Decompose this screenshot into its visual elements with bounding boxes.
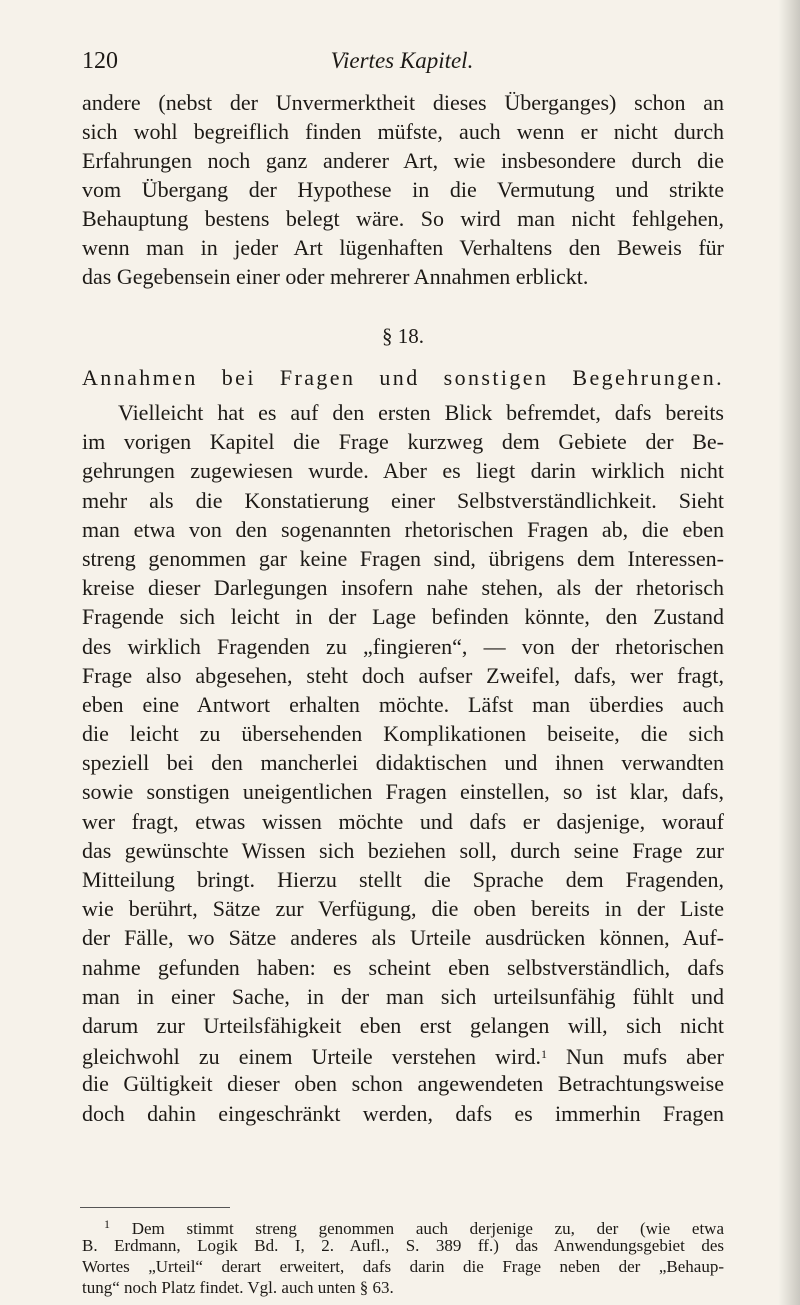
text-line: die Gültigkeit dieser oben schon angewendeten Betrachtungsweise [82, 1071, 724, 1097]
footnote-reference: 1 [540, 1047, 547, 1062]
text-line: wenn man in jeder Art lügenhaften Verhaltens den Beweis für [82, 235, 724, 260]
text-line: Fragende sich leicht in der Lage befinden könnte, den Zustand [82, 604, 724, 630]
footnote-line: B. Erdmann, Logik Bd. I, 2. Aufl., S. 389 ff.) das Anwendungsgebiet des [82, 1236, 724, 1255]
text-line: sowie sonstigen uneigentlichen Fragen einstellen, so ist klar, dafs, [82, 779, 724, 805]
footnote-divider [80, 1207, 230, 1208]
text-line: Behauptung bestens belegt wäre. So wird man nicht fehlgehen, [82, 206, 724, 231]
text-line: doch dahin eingeschränkt werden, dafs es immerhin Fragen [82, 1100, 724, 1126]
section-title: Annahmen bei Fragen und sonstigen Begehrungen. [82, 365, 724, 390]
text-line: das Gegebensein einer oder mehrerer Annahmen erblickt. [82, 264, 589, 289]
footnote-marker: 1 [104, 1217, 110, 1231]
text-line: mehr als die Konstatierung einer Selbstverständlichkeit. Sieht [82, 487, 724, 513]
text-line: sich wohl begreiflich finden müfste, auch wenn er nicht durch [82, 119, 724, 144]
footnote [82, 1214, 724, 1298]
paragraph-continued [82, 88, 724, 291]
text-line: man etwa von den sogenannten rhetorischen Fragen ab, die eben [82, 516, 724, 542]
footnote-line [82, 1214, 724, 1238]
text-line: man in einer Sache, in der man sich urteilsunfähig fühlt und [82, 983, 724, 1009]
text-line: eben eine Antwort erhalten möchte. Läfst man überdies auch [82, 691, 724, 717]
text-segment: Nun mufs aber [546, 1044, 724, 1070]
text-line: des wirklich Fragenden zu „fingieren“, — von der rhetorischen [82, 633, 724, 659]
text-line: wie berührt, Sätze zur Verfügung, die oben bereits in der Liste [82, 896, 724, 922]
text-line: speziell bei den mancherlei didaktischen und ihnen verwandten [82, 750, 724, 776]
text-line: Vielleicht hat es auf den ersten Blick befremdet, dafs bereits [118, 400, 724, 425]
text-line: Erfahrungen noch ganz anderer Art, wie insbesondere durch die [82, 148, 724, 173]
text-line: darum zur Urteilsfähigkeit eben erst gelangen will, sich nicht [82, 1012, 724, 1038]
text-segment: Dem stimmt streng genommen auch derjenige zu, der (wie etwa [131, 1219, 724, 1238]
text-line: im vorigen Kapitel die Frage kurzweg dem Gebiete der Be- [82, 429, 724, 455]
text-segment: gleichwohl zu einem Urteile verstehen wird. [82, 1044, 541, 1070]
paragraph-main [82, 398, 724, 1128]
text-line: andere (nebst der Unvermerktheit dieses Überganges) schon an [82, 90, 724, 115]
text-line: der Fälle, wo Sätze anderes als Urteile ausdrücken können, Auf- [82, 925, 724, 951]
section-number: § 18. [382, 324, 424, 348]
text-line: wer fragt, etwas wissen möchte und dafs er dasjenige, worauf [82, 808, 724, 834]
text-line: die leicht zu übersehenden Komplikationen beiseite, die sich [82, 721, 724, 747]
running-head: Viertes Kapitel. [330, 48, 474, 73]
page-number: 120 [82, 48, 118, 74]
footnote-line: tung“ noch Platz findet. Vgl. auch unten § 63. [82, 1278, 394, 1297]
footnote-line: Wortes „Urteil“ derart erweitert, dafs darin die Frage neben der „Behaup- [82, 1257, 724, 1276]
text-line: streng genommen gar keine Fragen sind, übrigens dem Interessen- [82, 545, 724, 571]
page-header [82, 44, 722, 80]
text-line: vom Übergang der Hypothese in die Vermutung und strikte [82, 177, 724, 202]
text-line-with-footnote-ref [82, 1040, 724, 1069]
text-line: Frage also abgesehen, steht doch aufser Zweifel, dafs, wer fragt, [82, 662, 724, 688]
text-line: kreise dieser Darlegungen insofern nahe stehen, als der rhetorisch [82, 575, 724, 601]
text-line: gehrungen zugewiesen wurde. Aber es liegt darin wirklich nicht [82, 458, 724, 484]
text-line: nahme gefunden haben: es scheint eben selbstverständlich, dafs [82, 954, 724, 980]
text-line: Mitteilung bringt. Hierzu stellt die Sprache dem Fragenden, [82, 867, 724, 892]
text-line: das gewünschte Wissen sich beziehen soll, durch seine Frage zur [82, 837, 724, 863]
page-edge-shadow [778, 0, 800, 1305]
